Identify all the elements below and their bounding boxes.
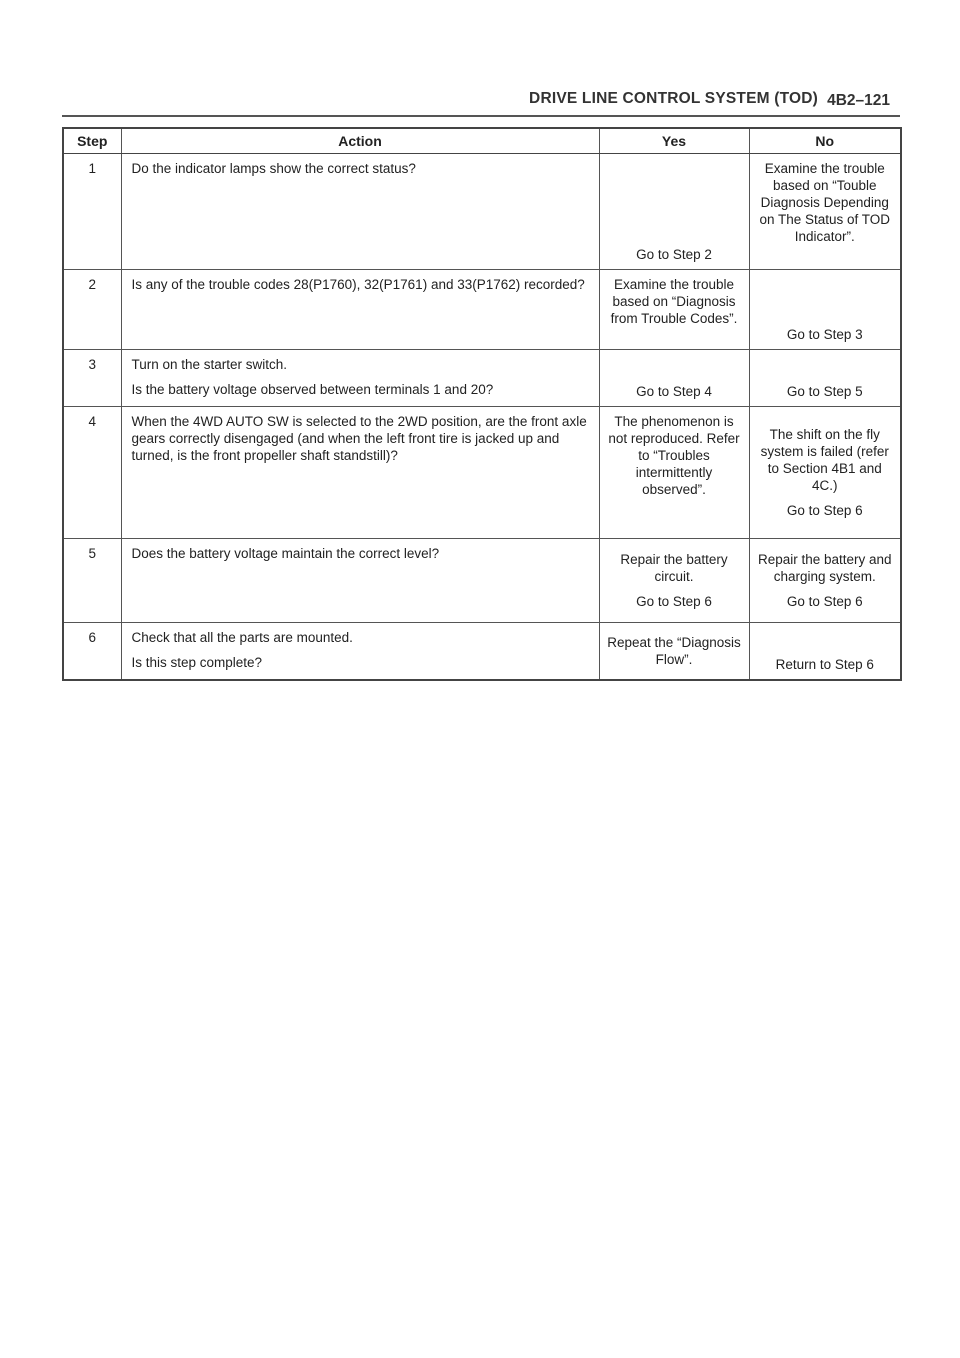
no-next-step: Go to Step 6	[786, 503, 863, 518]
page-header	[62, 86, 900, 114]
yes-text: Examine the trouble based on “Diagnosis from Trouble Codes”.	[610, 277, 738, 326]
action-cell	[121, 350, 599, 407]
yes-cell	[599, 154, 749, 270]
no-cell	[749, 270, 901, 350]
no-next-step: Go to Step 6	[786, 594, 863, 609]
action-text: Do the indicator lamps show the correct status?	[131, 161, 416, 176]
no-text: Return to Step 6	[775, 657, 874, 672]
table-row	[63, 270, 901, 350]
column-header-step: Step	[63, 128, 121, 154]
action-question: Is the battery voltage observed between terminals 1 and 20?	[131, 382, 494, 397]
no-text: The shift on the fly system is failed (refer to Section 4B1 and 4C.)	[760, 427, 889, 493]
action-cell	[121, 407, 599, 539]
step-number: 2	[63, 270, 121, 350]
yes-cell	[599, 539, 749, 623]
yes-text: Repair the battery circuit.	[620, 552, 728, 584]
yes-cell	[599, 350, 749, 407]
no-cell	[749, 539, 901, 623]
table-row	[63, 407, 901, 539]
diagnosis-table	[62, 127, 902, 681]
action-text: Does the battery voltage maintain the correct level?	[131, 546, 440, 561]
no-text: Go to Step 5	[786, 384, 863, 399]
yes-cell	[599, 270, 749, 350]
yes-next-step: Go to Step 6	[636, 594, 712, 609]
action-text: Turn on the starter switch.	[131, 357, 288, 372]
action-cell	[121, 539, 599, 623]
header-rule	[62, 115, 900, 117]
yes-cell	[599, 623, 749, 681]
no-cell	[749, 350, 901, 407]
table-header-row	[63, 128, 901, 154]
action-text: Is any of the trouble codes 28(P1760), 32(P1761) and 33(P1762) recorded?	[131, 277, 585, 292]
action-cell	[121, 623, 599, 681]
section-title: DRIVE LINE CONTROL SYSTEM (TOD)	[529, 90, 818, 107]
action-text: Check that all the parts are mounted.	[131, 630, 353, 645]
action-cell	[121, 270, 599, 350]
yes-text: The phenomenon is not reproduced. Refer to “Troubles intermittently observed”.	[608, 414, 740, 497]
yes-cell	[599, 407, 749, 539]
step-number: 3	[63, 350, 121, 407]
yes-text: Go to Step 2	[636, 247, 712, 262]
table-row	[63, 623, 901, 681]
table-row	[63, 539, 901, 623]
table-row	[63, 154, 901, 270]
step-number: 6	[63, 623, 121, 681]
action-text: When the 4WD AUTO SW is selected to the 2WD position, are the front axle gears correctly disengaged (and when the left front tire is jacked up and turned, is the front propeller shaft standstill)?	[131, 414, 587, 463]
yes-text: Repeat the “Diagnosis Flow”.	[607, 635, 741, 667]
page-number: 4B2–121	[827, 92, 890, 109]
no-text: Examine the trouble based on “Touble Diagnosis Depending on The Status of TOD Indicator”.	[759, 161, 891, 244]
no-cell	[749, 623, 901, 681]
no-text: Repair the battery and charging system.	[757, 552, 892, 584]
no-text: Go to Step 3	[786, 327, 863, 342]
step-number: 4	[63, 407, 121, 539]
no-cell	[749, 154, 901, 270]
column-header-action: Action	[121, 128, 599, 154]
step-number: 1	[63, 154, 121, 270]
action-cell	[121, 154, 599, 270]
no-cell	[749, 407, 901, 539]
column-header-no: No	[749, 128, 901, 154]
step-number: 5	[63, 539, 121, 623]
table-row	[63, 350, 901, 407]
action-question: Is this step complete?	[131, 655, 263, 670]
column-header-yes: Yes	[599, 128, 749, 154]
yes-text: Go to Step 4	[636, 384, 712, 399]
